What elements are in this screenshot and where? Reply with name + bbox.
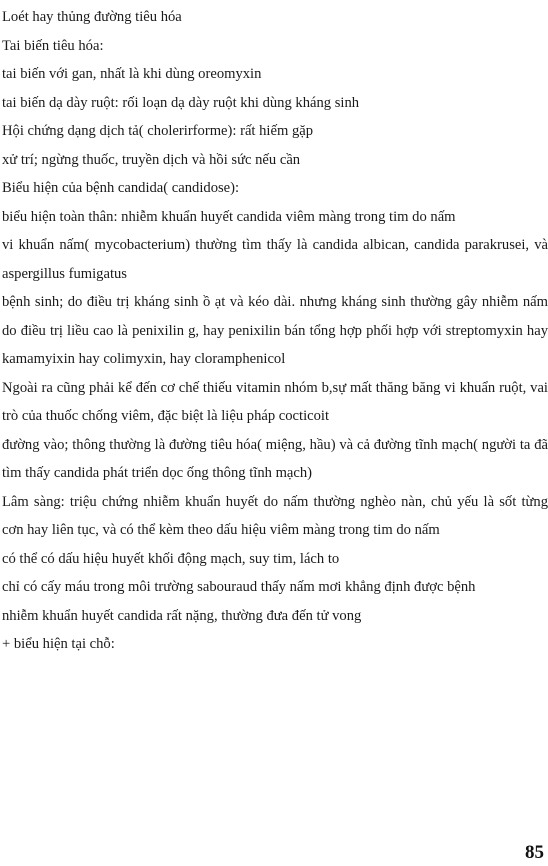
paragraph-16: nhiễm khuẩn huyết candida rất nặng, thường đưa đến tử vong — [2, 607, 362, 624]
paragraph-17: + biểu hiện tại chỗ: — [2, 636, 115, 652]
paragraph-3: tai biến với gan, nhất là khi dùng oreomyxin — [2, 66, 262, 82]
paragraph-4: tai biến dạ dày ruột: rối loạn dạ dày ruột khi dùng kháng sinh — [2, 94, 360, 111]
paragraph-14: có thể có dấu hiệu huyết khối động mạch, suy tim, lách to — [2, 550, 340, 567]
paragraph-10: bệnh sinh; do điều trị kháng sinh ồ ạt và kéo dài. nhưng kháng sinh thường gây nhiễm nấm do điều trị liều cao là penixilin g, hay penixilin bán tổng hợp phối hợp với streptomyxin hay kamamyixin hay colimyxin, hay cloramphenicol — [2, 294, 548, 367]
paragraph-8: biểu hiện toàn thân: nhiễm khuẩn huyết candida viêm màng trong tim do nấm — [2, 208, 456, 225]
paragraph-2: Tai biến tiêu hóa: — [2, 37, 104, 54]
paragraph-9: vi khuẩn nấm( mycobacterium) thường tìm thấy là candida albican, candida parakrusei, và aspergillus fumigatus — [2, 237, 548, 282]
paragraph-12: đường vào; thông thường là đường tiêu hóa( miệng, hầu) và cả đường tĩnh mạch( người ta đã tìm thấy candida phát triển dọc ống thông tĩnh mạch) — [2, 436, 548, 481]
paragraph-6: xử trí; ngừng thuốc, truyền dịch và hồi sức nếu cần — [2, 151, 301, 168]
paragraph-5: Hội chứng dạng dịch tả( cholerirforme): rất hiếm gặp — [2, 123, 314, 139]
document-body — [2, 3, 548, 659]
paragraph-15: chỉ có cấy máu trong môi trường sabouraud thấy nấm mơi khẳng định được bệnh — [2, 579, 476, 595]
paragraph-13: Lâm sàng: triệu chứng nhiễm khuẩn huyết do nấm thường nghèo nàn, chủ yếu là sốt từng cơn hay liên tục, và có thể kèm theo dấu hiệu viêm màng trong tim do nấm — [2, 493, 548, 538]
paragraph-11: Ngoài ra cũng phải kể đến cơ chế thiếu vitamin nhóm b,sự mất thăng băng vi khuẩn ruột, vai trò của thuốc chống viêm, đặc biệt là liệu pháp cocticoit — [2, 379, 548, 424]
paragraph-7: Biểu hiện của bệnh candida( candidose): — [2, 180, 240, 196]
paragraph-1: Loét hay thủng đường tiêu hóa — [2, 9, 182, 25]
page-number: 85 — [525, 842, 544, 863]
